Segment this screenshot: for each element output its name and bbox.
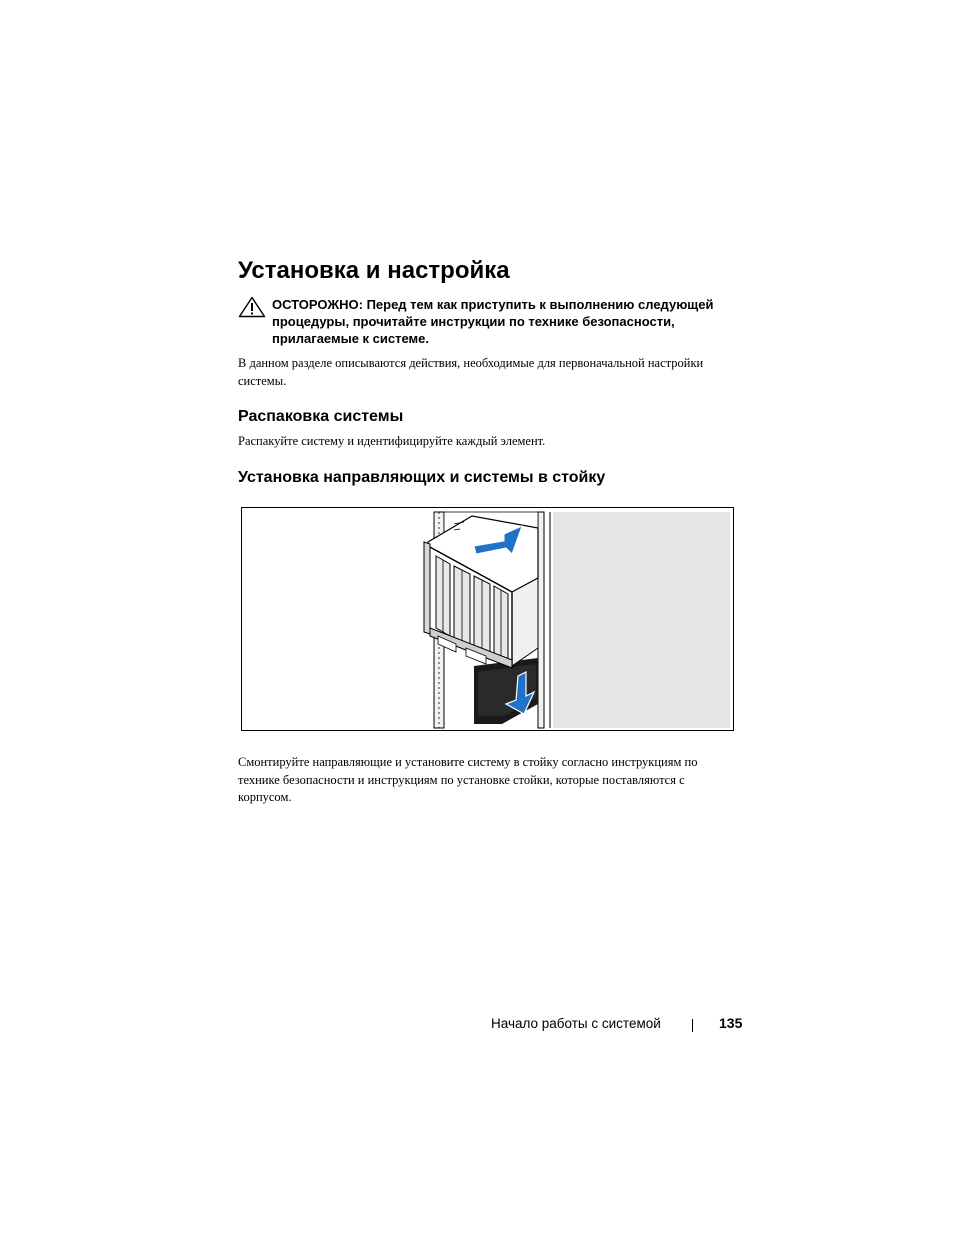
rack-heading: Установка направляющих и системы в стойку bbox=[238, 469, 606, 486]
rack-paragraph: Смонтируйте направляющие и установите систему в стойку согласно инструкциям по технике безопасности и инструкциям по установке стойки, которые поставляются с корпусом. bbox=[238, 755, 698, 804]
warning-triangle-icon bbox=[238, 296, 266, 318]
unpack-paragraph: Распакуйте систему и идентифицируйте каждый элемент. bbox=[238, 434, 546, 448]
unpack-heading: Распаковка системы bbox=[238, 408, 404, 425]
caution-text: Перед тем как приступить к выполнению следующей процедуры, прочитайте инструкции по технике безопасности, прилагаемые к системе. bbox=[272, 297, 714, 346]
rack-install-illustration bbox=[241, 507, 734, 731]
intro-paragraph: В данном разделе описываются действия, необходимые для первоначальной настройки системы. bbox=[238, 356, 704, 388]
caution-label: ОСТОРОЖНО: bbox=[272, 297, 363, 312]
footer-chapter: Начало работы с системой bbox=[491, 1016, 661, 1031]
rack-illustration-svg bbox=[242, 508, 734, 731]
page-title: Установка и настройка bbox=[238, 257, 510, 284]
footer-separator bbox=[692, 1019, 693, 1032]
page-number: 135 bbox=[719, 1015, 743, 1031]
chassis-side bbox=[512, 578, 538, 666]
rack-rail-right bbox=[538, 512, 544, 728]
rack-side-panel bbox=[553, 512, 730, 728]
